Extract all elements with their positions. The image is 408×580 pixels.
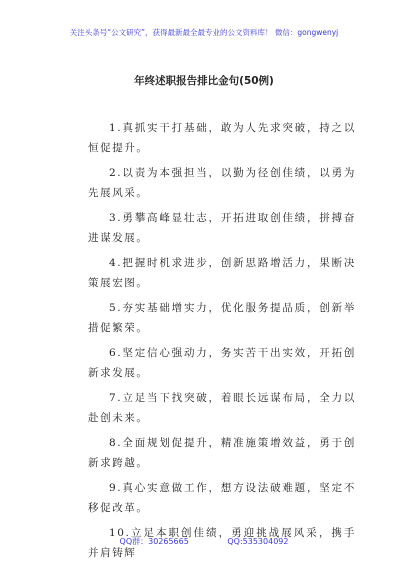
item-list [88,118,356,568]
list-item: 3.勇攀高峰显壮志，开拓进取创佳绩，拼搏奋进谋发展。 [88,212,356,244]
promo-header: 关注头条号“公文研究”，获得最新最全最专业的公文资料库！ 微信：gongwenyj [69,28,339,37]
list-item: 7.立足当下找突破，着眼长远谋布局，全力以赴创未来。 [88,392,356,424]
list-item: 2.以责为本强担当，以勤为径创佳绩，以勇为先展风采。 [88,167,356,199]
list-item: 5.夯实基础增实力，优化服务提品质，创新举措促繁荣。 [88,302,356,334]
qq-number: QQ:535304092 [227,537,289,546]
qq-group-number: QQ群：30265665 [119,537,189,546]
list-item: 4.把握时机求进步，创新思路增活力，果断决策展宏图。 [88,257,356,289]
list-item: 8.全面规划促提升，精准施策增效益，勇于创新求跨越。 [88,437,356,469]
list-item: 1.真抓实干打基础，敢为人先求突破，持之以恒促提升。 [88,122,356,154]
list-item: 10.立足本职创佳绩，勇迎挑战展风采，携手并肩铸辉 [88,527,356,559]
document-title: 年终述职报告排比金句(50例) [134,75,274,87]
contact-footer [0,536,408,547]
list-item: 9.真心实意做工作，想方设法破难题，坚定不移促改革。 [88,482,356,514]
list-item: 6.坚定信心强动力，务实苦干出实效，开拓创新求发展。 [88,347,356,379]
